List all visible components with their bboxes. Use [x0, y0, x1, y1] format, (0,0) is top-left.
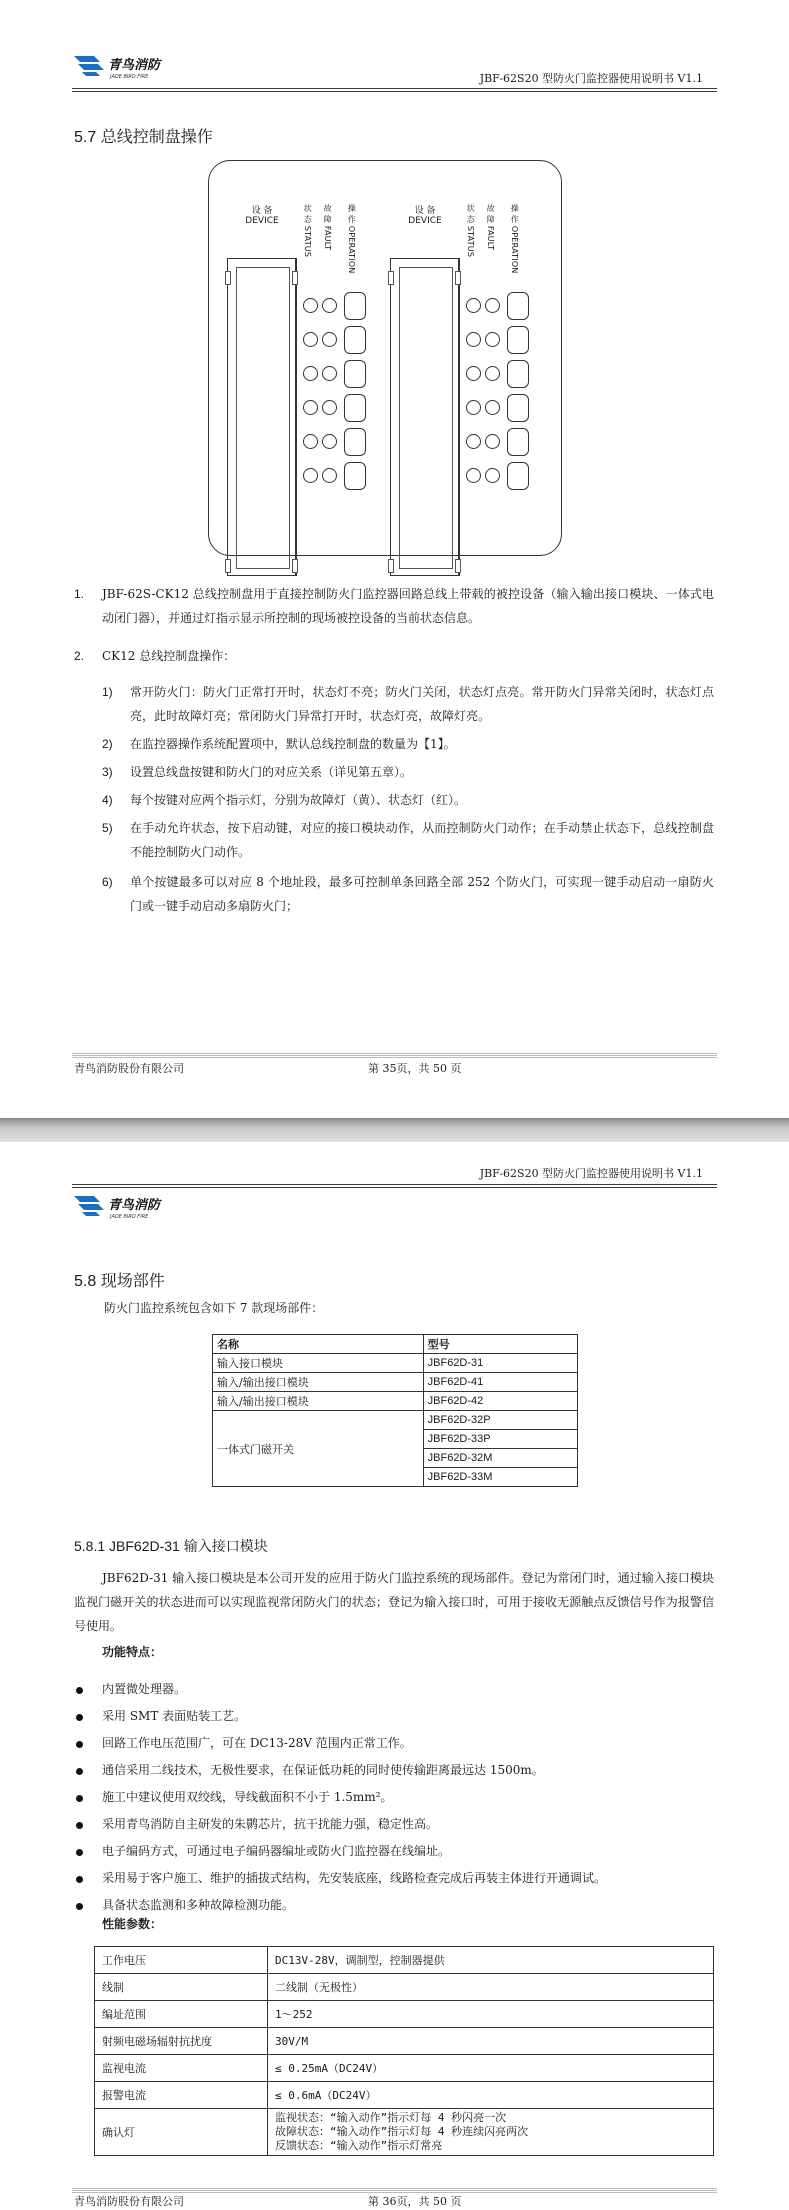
svg-text:JADE BIRD FIRE: JADE BIRD FIRE — [110, 74, 149, 80]
bullet-icon — [76, 1741, 83, 1748]
svg-text:青鸟消防: 青鸟消防 — [108, 58, 161, 73]
sublist-number: 3) — [102, 765, 113, 779]
table-row — [213, 1411, 578, 1430]
param-key: 确认灯 — [95, 2109, 268, 2156]
operation-label: 操 作 OPERATION — [510, 204, 520, 274]
status-label: 状 态 STATUS — [303, 204, 313, 258]
fault-led — [485, 298, 500, 313]
bullet-icon — [76, 1849, 83, 1856]
table-header-row — [213, 1335, 578, 1354]
table-row — [95, 2001, 714, 2028]
fault-led — [322, 434, 337, 449]
fault-led — [322, 400, 337, 415]
operation-button[interactable] — [344, 326, 366, 354]
param-value: 1～252 — [268, 2001, 714, 2028]
fault-led — [485, 400, 500, 415]
table-cell-name: 输入/输出接口模块 — [213, 1392, 424, 1411]
operation-button[interactable] — [344, 462, 366, 490]
table-cell-model: JBF62D-41 — [423, 1373, 577, 1392]
table-cell-model: JBF62D-33P — [423, 1430, 577, 1449]
bullet-icon — [76, 1768, 83, 1775]
components-table — [212, 1334, 578, 1487]
page-gap — [0, 1118, 789, 1142]
sublist-item: 在手动允许状态，按下启动键，对应的接口模块动作，从而控制防火门动作；在手动禁止状态下，总线控制盘不能控制防火门动作。 — [130, 821, 714, 859]
section-title: 5.7 总线控制盘操作 — [74, 129, 213, 146]
status-led — [303, 366, 318, 381]
status-led — [466, 332, 481, 347]
feature-item: 通信采用二线技术，无极性要求，在保证低功耗的同时使传输距离最远达 1500m。 — [102, 1763, 544, 1777]
jade-bird-logo — [72, 1190, 202, 1220]
footer-page-number: 第 36页，共 50 页 — [368, 2195, 462, 2208]
sublist-number: 4) — [102, 793, 113, 807]
subsection-title: 5.8.1 JBF62D-31 输入接口模块 — [74, 1538, 268, 1554]
jade-bird-logo — [72, 50, 202, 80]
operation-button[interactable] — [344, 394, 366, 422]
fault-led — [322, 332, 337, 347]
features-title: 功能特点： — [102, 1645, 163, 1659]
bullet-icon — [76, 1714, 83, 1721]
status-led — [466, 468, 481, 483]
feature-item: 电子编码方式，可通过电子编码器编址或防火门监控器在线编址。 — [102, 1844, 451, 1858]
status-led — [466, 434, 481, 449]
bullet-icon — [76, 1795, 83, 1802]
confirm-line: 监视状态：“输入动作”指示灯每 4 秒闪亮一次 — [275, 2111, 507, 2124]
table-row — [95, 2109, 714, 2156]
document-title: JBF-62S20 型防火门监控器使用说明书 V1.1 — [479, 1167, 703, 1180]
status-led — [466, 366, 481, 381]
confirm-line: 反馈状态：“输入动作”指示灯常亮 — [275, 2139, 443, 2152]
param-key: 射频电磁场辐射抗扰度 — [95, 2028, 268, 2055]
operation-label: 操 作 OPERATION — [347, 204, 357, 274]
fault-led — [485, 366, 500, 381]
status-led — [303, 468, 318, 483]
sublist-item: 每个按键对应两个指示灯，分别为故障灯（黄）、状态灯（红）。 — [130, 793, 467, 807]
feature-item: 采用 SMT 表面贴装工艺。 — [102, 1709, 247, 1723]
sublist-number: 5) — [102, 821, 113, 835]
table-cell-model: JBF62D-33M — [423, 1468, 577, 1487]
operation-button[interactable] — [507, 360, 529, 388]
fault-led — [322, 366, 337, 381]
status-led — [466, 298, 481, 313]
fault-led — [485, 434, 500, 449]
param-value — [268, 2109, 714, 2156]
status-led — [303, 400, 318, 415]
fault-led — [485, 468, 500, 483]
device-label: 设 备 DEVICE — [408, 206, 442, 227]
param-key: 线制 — [95, 1974, 268, 2001]
bullet-icon — [76, 1876, 83, 1883]
list-item: JBF-62S-CK12 总线控制盘用于直接控制防火门监控器回路总线上带载的被控设备（输入输出接口模块、一体式电动闭门器），并通过灯指示显示所控制的现场被控设备的当前状态信息。 — [102, 587, 714, 625]
header-rule — [72, 1184, 717, 1185]
section-intro: 防火门监控系统包含如下 7 款现场部件： — [104, 1301, 324, 1315]
svg-text:JADE BIRD FIRE: JADE BIRD FIRE — [110, 1214, 149, 1220]
panel-half-left — [223, 204, 386, 534]
table-cell-name: 输入接口模块 — [213, 1354, 424, 1373]
table-cell-model: JBF62D-42 — [423, 1392, 577, 1411]
status-led — [303, 298, 318, 313]
fault-label: 故 障 FAULT — [486, 204, 496, 251]
param-value: ≤ 0.6mA（DC24V） — [268, 2082, 714, 2109]
param-key: 编址范围 — [95, 2001, 268, 2028]
bullet-icon — [76, 1822, 83, 1829]
sublist-number: 6) — [102, 875, 113, 889]
sublist-item: 常开防火门：防火门正常打开时，状态灯不亮；防火门关闭，状态灯点亮。常开防火门异常关闭时，状态灯点亮，此时故障灯亮；常闭防火门异常打开时，状态灯亮，故障灯亮。 — [130, 685, 714, 723]
operation-button[interactable] — [507, 462, 529, 490]
table-row — [95, 2055, 714, 2082]
table-row — [213, 1373, 578, 1392]
feature-item: 施工中建议使用双绞线，导线截面积不小于 1.5mm²。 — [102, 1790, 393, 1804]
param-value: 二线制（无极性） — [268, 1974, 714, 2001]
param-key: 工作电压 — [95, 1947, 268, 1974]
sublist-number: 2) — [102, 737, 113, 751]
operation-button[interactable] — [507, 326, 529, 354]
table-header-name: 名称 — [213, 1335, 424, 1354]
operation-button[interactable] — [344, 292, 366, 320]
bus-control-panel-figure — [208, 160, 562, 556]
table-cell-name: 输入/输出接口模块 — [213, 1373, 424, 1392]
param-value: ≤ 0.25mA（DC24V） — [268, 2055, 714, 2082]
param-key: 报警电流 — [95, 2082, 268, 2109]
feature-item: 采用易于客户施工、维护的插拔式结构，先安装底座，线路检查完成后再装主体进行开通调试。 — [102, 1871, 607, 1885]
status-led — [303, 332, 318, 347]
bullet-icon — [76, 1903, 83, 1910]
device-label-slot — [390, 258, 460, 576]
device-label: 设 备 DEVICE — [245, 206, 279, 227]
header-rule — [72, 88, 717, 89]
table-row — [95, 1974, 714, 2001]
status-led — [466, 400, 481, 415]
status-label: 状 态 STATUS — [466, 204, 476, 258]
device-label-slot — [227, 258, 297, 576]
params-table — [94, 1946, 714, 2156]
fault-led — [322, 468, 337, 483]
table-row — [213, 1392, 578, 1411]
module-description: JBF62D-31 输入接口模块是本公司开发的应用于防火门监控系统的现场部件。登记为常闭门时，通过输入接口模块监视门磁开关的状态进而可以实现监视常闭防火门的状态；登记为输入接口时，可用于接收无源触点反馈信号作为报警信号使用。 — [74, 1571, 714, 1633]
feature-item: 采用青鸟消防自主研发的朱鹮芯片，抗干扰能力强，稳定性高。 — [102, 1817, 439, 1831]
table-row — [213, 1354, 578, 1373]
table-row — [95, 2028, 714, 2055]
confirm-line: 故障状态：“输入动作”指示灯每 4 秒连续闪亮两次 — [275, 2125, 529, 2138]
operation-button[interactable] — [344, 360, 366, 388]
operation-button[interactable] — [507, 394, 529, 422]
table-row — [95, 2082, 714, 2109]
panel-half-right — [386, 204, 549, 534]
param-value: DC13V-28V，调制型，控制器提供 — [268, 1947, 714, 1974]
list-number: 2. — [74, 649, 85, 663]
footer-rule — [72, 1053, 717, 1058]
svg-text:青鸟消防: 青鸟消防 — [108, 1198, 161, 1213]
fault-led — [485, 332, 500, 347]
sublist-item: 单个按键最多可以对应 8 个地址段，最多可控制单条回路全部 252 个防火门，可实现一键手动启动一扇防火门或一键手动启动多扇防火门； — [130, 875, 714, 913]
sublist-item: 设置总线盘按键和防火门的对应关系（详见第五章）。 — [130, 765, 413, 779]
header-rule-thin — [72, 1187, 717, 1188]
table-cell-model: JBF62D-31 — [423, 1354, 577, 1373]
operation-button[interactable] — [507, 428, 529, 456]
sublist-item: 在监控器操作系统配置项中，默认总线控制盘的数量为【1】。 — [130, 737, 456, 751]
table-header-model: 型号 — [423, 1335, 577, 1354]
feature-item: 具备状态监测和多种故障检测功能。 — [102, 1898, 295, 1912]
header-rule-thin — [72, 91, 717, 92]
feature-item: 回路工作电压范围广，可在 DC13-28V 范围内正常工作。 — [102, 1736, 412, 1750]
table-cell-model: JBF62D-32M — [423, 1449, 577, 1468]
list-number: 1. — [74, 587, 85, 601]
footer-company: 青鸟消防股份有限公司 — [74, 2195, 184, 2208]
operation-button[interactable] — [344, 428, 366, 456]
fault-led — [322, 298, 337, 313]
table-cell-name: 一体式门磁开关 — [213, 1411, 424, 1487]
operation-button[interactable] — [507, 292, 529, 320]
status-led — [303, 434, 318, 449]
bullet-icon — [76, 1687, 83, 1694]
table-row — [95, 1947, 714, 1974]
fault-label: 故 障 FAULT — [323, 204, 333, 251]
param-value: 30V/M — [268, 2028, 714, 2055]
feature-item: 内置微处理器。 — [102, 1682, 187, 1696]
list-item: CK12 总线控制盘操作： — [102, 649, 236, 663]
table-cell-model: JBF62D-32P — [423, 1411, 577, 1430]
footer-company: 青鸟消防股份有限公司 — [74, 1062, 184, 1075]
param-key: 监视电流 — [95, 2055, 268, 2082]
params-title: 性能参数： — [102, 1917, 163, 1931]
document-title: JBF-62S20 型防火门监控器使用说明书 V1.1 — [479, 72, 703, 85]
sublist-number: 1) — [102, 685, 113, 699]
footer-page-number: 第 35页，共 50 页 — [368, 1062, 462, 1075]
section-title: 5.8 现场部件 — [74, 1273, 165, 1290]
